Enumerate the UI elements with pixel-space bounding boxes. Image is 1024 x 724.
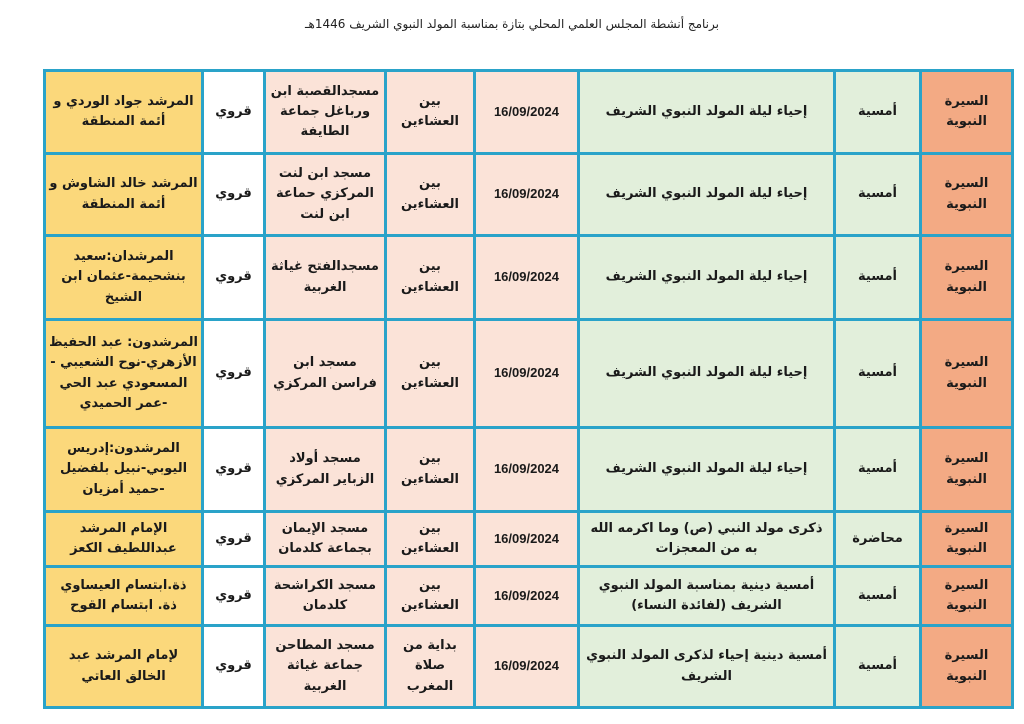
speaker-cell: المرشد جواد الوردي و أئمة المنطقة <box>45 71 203 154</box>
category-cell: السيرة النبوية <box>921 236 1013 320</box>
speaker-cell: المرشدون: عبد الحفيظ الأزهري-نوح الشعيبي - المسعودي عبد الحي -عمر الحميدي <box>45 320 203 428</box>
activity-type-cell: أمسية <box>835 567 921 626</box>
scope-cell: قروي <box>203 567 265 626</box>
table-row <box>45 626 1013 708</box>
category-cell: السيرة النبوية <box>921 567 1013 626</box>
venue-cell: مسجد ابن فراسن المركزي <box>265 320 386 428</box>
activity-type-cell: أمسية <box>835 236 921 320</box>
venue-cell: مسجدالقصبة ابن ورباغل جماعة الطايفة <box>265 71 386 154</box>
date-cell: 16/09/2024 <box>475 626 579 708</box>
activity-type-cell: محاضرة <box>835 512 921 567</box>
table-row <box>45 567 1013 626</box>
time-cell: بين العشاءين <box>386 428 475 512</box>
time-cell: بين العشاءين <box>386 567 475 626</box>
activity-title-cell: إحياء ليلة المولد النبوي الشريف <box>579 71 835 154</box>
speaker-cell: المرشد خالد الشاوش و أئمة المنطقة <box>45 154 203 236</box>
scope-cell: قروي <box>203 236 265 320</box>
venue-cell: مسجد المطاحن جماعة غياثة الغربية <box>265 626 386 708</box>
speaker-cell: ذة.ابتسام العيساوي ذة. ابتسام القوح <box>45 567 203 626</box>
category-cell: السيرة النبوية <box>921 154 1013 236</box>
activity-type-cell: أمسية <box>835 154 921 236</box>
scope-cell: قروي <box>203 320 265 428</box>
activity-title-cell: إحياء ليلة المولد النبوي الشريف <box>579 236 835 320</box>
scope-cell: قروي <box>203 154 265 236</box>
activity-title-cell: إحياء ليلة المولد النبوي الشريف <box>579 320 835 428</box>
category-cell: السيرة النبوية <box>921 428 1013 512</box>
category-cell: السيرة النبوية <box>921 320 1013 428</box>
activity-type-cell: أمسية <box>835 320 921 428</box>
table-row <box>45 71 1013 154</box>
time-cell: بين العشاءين <box>386 154 475 236</box>
date-cell: 16/09/2024 <box>475 154 579 236</box>
activity-title-cell: إحياء ليلة المولد النبوي الشريف <box>579 154 835 236</box>
scope-cell: قروي <box>203 71 265 154</box>
table-row <box>45 428 1013 512</box>
table-row <box>45 320 1013 428</box>
date-cell: 16/09/2024 <box>475 320 579 428</box>
scope-cell: قروي <box>203 626 265 708</box>
table-row <box>45 512 1013 567</box>
date-cell: 16/09/2024 <box>475 512 579 567</box>
activity-type-cell: أمسية <box>835 428 921 512</box>
activity-title-cell: إحياء ليلة المولد النبوي الشريف <box>579 428 835 512</box>
venue-cell: مسجد أولاد الزباير المركزي <box>265 428 386 512</box>
category-cell: السيرة النبوية <box>921 512 1013 567</box>
venue-cell: مسجدالفتح غياثة الغربية <box>265 236 386 320</box>
scope-cell: قروي <box>203 428 265 512</box>
table-row <box>45 236 1013 320</box>
time-cell: بين العشاءين <box>386 512 475 567</box>
speaker-cell: المرشدان:سعيد بنشحيمة-عثمان ابن الشيخ <box>45 236 203 320</box>
speaker-cell: الإمام المرشد عبداللطيف الكعز <box>45 512 203 567</box>
activity-type-cell: أمسية <box>835 71 921 154</box>
time-cell: بداية من صلاة المغرب <box>386 626 475 708</box>
category-cell: السيرة النبوية <box>921 626 1013 708</box>
date-cell: 16/09/2024 <box>475 428 579 512</box>
time-cell: بين العشاءين <box>386 236 475 320</box>
venue-cell: مسجد الإيمان بجماعة كلدمان <box>265 512 386 567</box>
time-cell: بين العشاءين <box>386 320 475 428</box>
activities-table <box>43 69 1014 709</box>
speaker-cell: المرشدون:إدريس اليوبي-نبيل بلفضيل -حميد أمزيان <box>45 428 203 512</box>
date-cell: 16/09/2024 <box>475 567 579 626</box>
date-cell: 16/09/2024 <box>475 236 579 320</box>
speaker-cell: لإمام المرشد عبد الخالق العاتي <box>45 626 203 708</box>
activity-title-cell: أمسية دينية إحياء لذكرى المولد النبوي الشريف <box>579 626 835 708</box>
category-cell: السيرة النبوية <box>921 71 1013 154</box>
table-row <box>45 154 1013 236</box>
activity-type-cell: أمسية <box>835 626 921 708</box>
document-title: برنامج أنشطة المجلس العلمي المحلي بتازة بمناسبة المولد النبوي الشريف 1446هـ <box>305 17 719 31</box>
venue-cell: مسجد ابن لنت المركزي حماعة ابن لنت <box>265 154 386 236</box>
venue-cell: مسجد الكراشحة كلدمان <box>265 567 386 626</box>
activity-title-cell: ذكرى مولد النبي (ص) وما اكرمه الله به من المعجزات <box>579 512 835 567</box>
date-cell: 16/09/2024 <box>475 71 579 154</box>
scope-cell: قروي <box>203 512 265 567</box>
time-cell: بين العشاءين <box>386 71 475 154</box>
activity-title-cell: أمسية دينية بمناسبة المولد النبوي الشريف (لفائدة النساء) <box>579 567 835 626</box>
